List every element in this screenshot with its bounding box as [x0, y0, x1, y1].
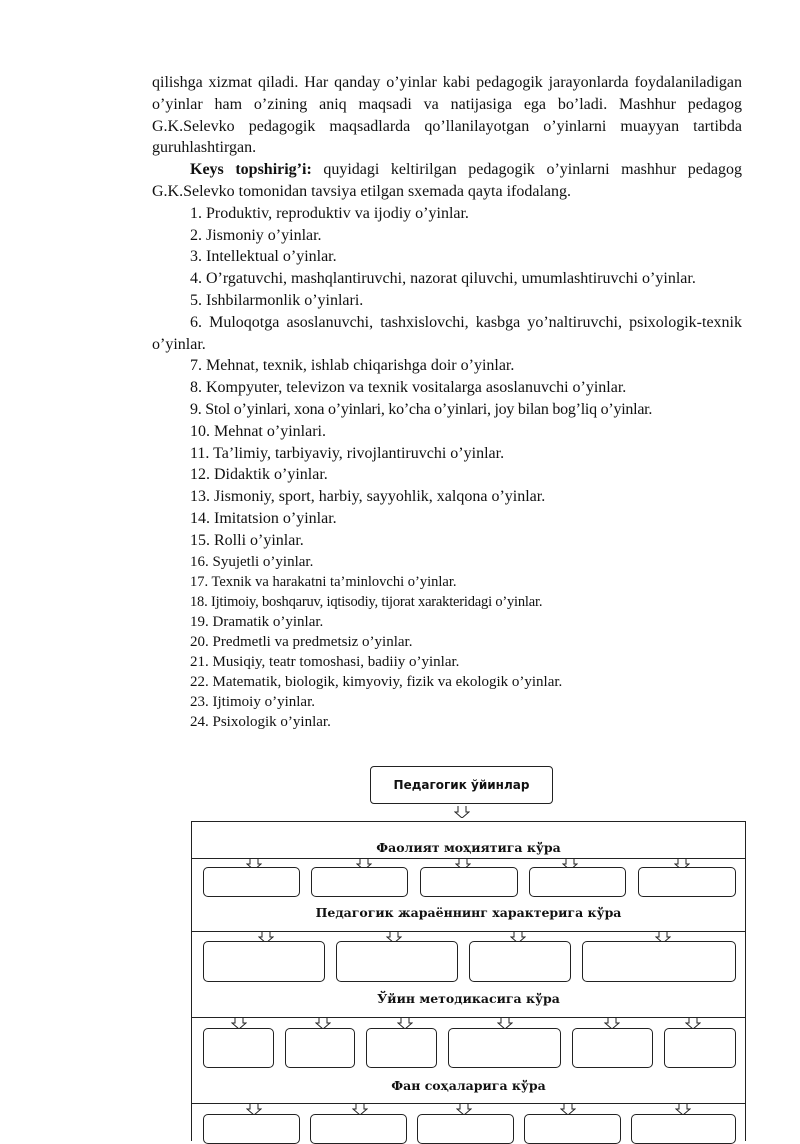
empty-slot[interactable]	[285, 1028, 355, 1068]
games-list	[152, 203, 742, 732]
empty-slot[interactable]	[203, 867, 300, 897]
empty-slot[interactable]	[203, 1028, 274, 1068]
empty-slot[interactable]	[638, 867, 736, 897]
list-item: 24. Psixologik o’yinlar.	[190, 713, 331, 730]
empty-slot[interactable]	[203, 1114, 300, 1144]
list-item: 14. Imitatsion o’yinlar.	[190, 509, 337, 527]
intro-paragraph: qilishga xizmat qiladi. Har qanday o’yinlar kabi pedagogik jarayonlarda foydalaniladigan o’yinlar ham o’zining aniq maqsadi va natijasiga ega bo’ladi. Mashhur pedagog G.K.Selevko pedagogik maqsadlarda qo’llanilayotgan o’yinlarni muayyan tartibda guruhlashtirgan.	[152, 74, 742, 157]
empty-slot[interactable]	[366, 1028, 437, 1068]
list-item: 16. Syujetli o’yinlar.	[190, 553, 314, 570]
list-item: 4. O’rgatuvchi, mashqlantiruvchi, nazorat qiluvchi, umumlashtiruvchi o’yinlar.	[190, 270, 696, 288]
list-item: 9. Stol o’yinlari, xona o’yinlari, ko’cha o’yinlari, joy bilan bog’liq o’yinlar.	[190, 400, 653, 418]
list-item: 1. Produktiv, reproduktiv va ijodiy o’yinlar.	[190, 204, 469, 222]
empty-slot[interactable]	[664, 1028, 736, 1068]
task-text: quyidagi keltirilgan pedagogik o’yinlarni mashhur pedagog G.K.Selevko tomonidan tavsiya etilgan sxemada qayta ifodalang.	[152, 161, 743, 200]
section-title-2: Педагогик жараённинг характерига кўра	[315, 905, 622, 920]
list-item: 2. Jismoniy o’yinlar.	[190, 226, 322, 244]
empty-slot[interactable]	[529, 867, 626, 897]
list-item: 12. Didaktik o’yinlar.	[190, 466, 328, 484]
list-item: 19. Dramatik o’yinlar.	[190, 613, 324, 630]
section-title-4: Фан соҳаларига кўра	[391, 1078, 546, 1093]
empty-slot[interactable]	[448, 1028, 561, 1068]
empty-slot[interactable]	[631, 1114, 736, 1144]
empty-slot[interactable]	[572, 1028, 653, 1068]
list-item: 5. Ishbilarmonlik o’yinlari.	[190, 291, 364, 309]
divider	[191, 1017, 746, 1018]
list-item: 23. Ijtimoiy o’yinlar.	[190, 693, 315, 710]
empty-slot[interactable]	[417, 1114, 514, 1144]
task-label: Keys topshirig’i:	[190, 161, 312, 179]
list-item: 7. Mehnat, texnik, ishlab chiqarishga doir o’yinlar.	[190, 357, 515, 375]
empty-slot[interactable]	[311, 867, 408, 897]
list-item: 15. Rolli o’yinlar.	[190, 531, 304, 549]
empty-slot[interactable]	[203, 941, 325, 982]
list-item: 20. Predmetli va predmetsiz o’yinlar.	[190, 633, 413, 650]
list-item: 3. Intellektual o’yinlar.	[190, 248, 337, 266]
down-arrow-icon	[454, 806, 470, 818]
list-item: 8. Kompyuter, televizon va texnik vositalarga asoslanuvchi o’yinlar.	[190, 379, 627, 397]
empty-slot[interactable]	[310, 1114, 407, 1144]
task-paragraph	[152, 159, 742, 203]
list-item: 13. Jismoniy, sport, harbiy, sayyohlik, xalqona o’yinlar.	[190, 488, 546, 506]
list-item: 10. Mehnat o’yinlari.	[190, 422, 326, 440]
empty-slot[interactable]	[582, 941, 736, 982]
list-item: 18. Ijtimoiy, boshqaruv, iqtisodiy, tijorat xarakteridagi o’yinlar.	[190, 593, 543, 610]
section-title-3: Ўйин методикасига кўра	[377, 991, 560, 1006]
body-text	[152, 72, 742, 732]
list-item: 11. Ta’limiy, tarbiyaviy, rivojlantiruvchi o’yinlar.	[190, 444, 505, 462]
empty-slot[interactable]	[336, 941, 458, 982]
empty-slot[interactable]	[420, 867, 518, 897]
empty-slot[interactable]	[469, 941, 571, 982]
list-item: 17. Texnik va harakatni ta’minlovchi o’yinlar.	[190, 573, 457, 590]
empty-slot[interactable]	[524, 1114, 621, 1144]
list-item: 21. Musiqiy, teatr tomoshasi, badiiy o’yinlar.	[190, 653, 460, 670]
list-item: 22. Matematik, biologik, kimyoviy, fizik va ekologik o’yinlar.	[190, 673, 563, 690]
list-item: 6. Muloqotga asoslanuvchi, tashxislovchi, kasbga yo’naltiruvchi, psixologik-texnik o’yinlar.	[152, 313, 742, 353]
section-title-1: Фаолият моҳиятига кўра	[376, 840, 561, 855]
root-box: Педагогик ўйинлар	[370, 766, 553, 804]
